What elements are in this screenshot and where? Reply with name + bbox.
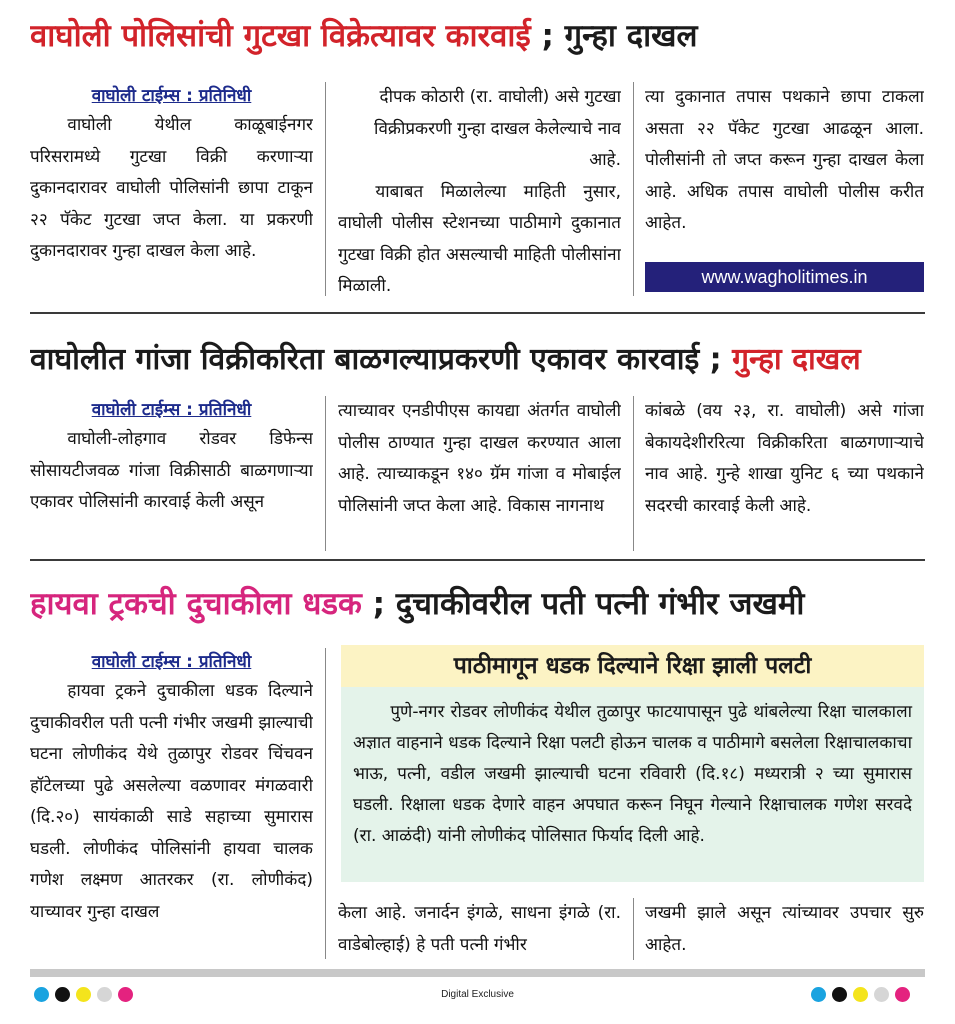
article-paragraph: त्याच्यावर एनडीपीएस कायद्या अंतर्गत वाघोली पोलीस ठाण्यात गुन्हा दाखल करण्यात आला आहे. त्याच्याकडून १४० ग्रॅम गांजा व मोबाईल पोलिसांनी जप्त केला आहे. विकास नागनाथ xyxy=(338,401,621,516)
article-paragraph: कांबळे (वय २३, रा. वाघोली) असे गांजा बेकायदेशीररित्या विक्रीकरिता बाळगणाऱ्याचे नाव आहे. गुन्हे शाखा युनिट ६ च्या पथकाने सदरची कारवाई केली आहे. xyxy=(645,401,924,516)
headline-tag: दुचाकीवरील पती पत्नी गंभीर जखमी xyxy=(395,586,805,622)
color-registration-right xyxy=(811,987,910,1002)
article2-column-1 xyxy=(30,396,313,552)
headline-main: वाघोली पोलिसांची गुटखा विक्रेत्यावर कारवाई xyxy=(30,18,531,54)
column-divider xyxy=(633,898,634,960)
article-paragraph: केला आहे. जनार्दन इंगळे, साधना इंगळे (रा. वाडेबोल्हाई) हे पती पत्नी गंभीर xyxy=(338,903,621,955)
headline-ganja xyxy=(30,337,925,378)
registration-dot xyxy=(874,987,889,1002)
headline-main: वाघोलीत गांजा विक्रीकरिता बाळगल्याप्रकरणी एकावर कारवाई xyxy=(30,342,700,377)
article-paragraph: दीपक कोठारी (रा. वाघोली) असे गुटखा विक्रीप्रकरणी गुन्हा दाखल केलेल्याचे नाव आहे. xyxy=(374,87,621,170)
article-paragraph: वाघोली येथील काळूबाईनगर परिसरामध्ये गुटखा विक्री करणाऱ्या दुकानदारावर वाघोली पोलिसांनी छापा टाकून २२ पॅकेट गुटखा जप्त केला. या प्रकरणी दुकानदारावर गुन्हा दाखल केला आहे. xyxy=(30,115,313,261)
column-divider xyxy=(325,396,326,551)
article-paragraph: याबाबत मिळालेल्या माहिती नुसार, वाघोली पोलीस स्टेशनच्या पाठीमागे दुकानात गुटखा विक्री होत असल्याची माहिती पोलीसांना मिळाली. xyxy=(338,181,621,296)
footer-bar xyxy=(30,969,925,977)
registration-dot xyxy=(832,987,847,1002)
article1-column-1 xyxy=(30,82,313,297)
article3-column-3 xyxy=(645,898,924,962)
registration-dot xyxy=(853,987,868,1002)
article2-column-3 xyxy=(645,396,924,552)
headline-gutkha xyxy=(30,14,925,56)
headline-tag: गुन्हा दाखल xyxy=(732,342,861,377)
article1-column-3 xyxy=(645,82,924,262)
headline-main: हायवा ट्रकची दुचाकीला धडक xyxy=(30,586,362,622)
footer-label: Digital Exclusive xyxy=(441,989,514,1000)
registration-dot xyxy=(895,987,910,1002)
website-link[interactable]: www.wagholitimes.in xyxy=(645,262,924,292)
column-divider xyxy=(633,82,634,296)
registration-dot xyxy=(811,987,826,1002)
headline-truck xyxy=(30,582,925,624)
headline-separator: ; xyxy=(361,586,396,622)
article3-column-2 xyxy=(338,898,621,962)
column-divider xyxy=(633,396,634,551)
headline-separator: ; xyxy=(699,342,733,377)
section-divider xyxy=(30,312,925,314)
sidebox-body: पुणे-नगर रोडवर लोणीकंद येथील तुळापुर फाटयापासून पुढे थांबलेल्या रिक्षा चालकाला अज्ञात वाहनाने धडक दिल्याने रिक्षा पलटी होऊन चालक व पाठीमागे बसलेला रिक्षाचालकाचा भाऊ, पत्नी, वडील जखमी झाल्याची घटना रविवारी (दि.१८) मध्यरात्री २ च्या सुमारास घडली. रिक्षाला धडक देणारे वाहन अपघात करून निघून गेल्याने रिक्षाचालक गणेश सरवदे (रा. आळंदी) यांनी लोणीकंद पोलिसात फिर्याद दिली आहे. xyxy=(353,702,912,846)
article2-column-2 xyxy=(338,396,621,552)
sidebox-title: पाठीमागून धडक दिल्याने रिक्षा झाली पलटी xyxy=(341,645,924,687)
byline: वाघोली टाईम्स : प्रतिनिधी xyxy=(91,400,252,420)
sidebox-riksha xyxy=(341,645,924,882)
article-paragraph: हायवा ट्रकने दुचाकीला धडक दिल्याने दुचाकीवरील पती पत्नी गंभीर जखमी झाल्याची घटना लोणीकंद येथे तुळापुर रोडवर चिंचवन हॉटेलच्या पुढे असलेल्या वळणावर मंगळवारी (दि.२०) सायंकाळी साडे सहाच्या सुमारास घडली. लोणीकंद पोलिसांनी हायवा चालक गणेश लक्ष्मण आतरकर (रा. लोणीकंद) याच्यावर गुन्हा दाखल xyxy=(30,681,313,922)
headline-separator: ; xyxy=(530,18,565,54)
column-divider xyxy=(325,648,326,959)
article3-column-1 xyxy=(30,648,313,960)
column-divider xyxy=(325,82,326,296)
byline: वाघोली टाईम्स : प्रतिनिधी xyxy=(91,86,252,106)
section-divider xyxy=(30,559,925,561)
headline-tag: गुन्हा दाखल xyxy=(564,18,698,54)
article-paragraph: त्या दुकानात तपास पथकाने छापा टाकला असता २२ पॅकेट गुटखा आढळून आला. पोलीसांनी तो जप्त करून गुन्हा दाखल केला आहे. अधिक तपास वाघोली पोलीस करीत आहेत. xyxy=(645,87,924,233)
article-paragraph: वाघोली-लोहगाव रोडवर डिफेन्स सोसायटीजवळ गांजा विक्रीसाठी बाळगणाऱ्या एकावर पोलिसांनी कारवाई केली असून xyxy=(30,429,313,512)
article1-column-2 xyxy=(338,82,621,297)
byline: वाघोली टाईम्स : प्रतिनिधी xyxy=(91,652,252,672)
article-paragraph: जखमी झाले असून त्यांच्यावर उपचार सुरु आहेत. xyxy=(645,903,924,955)
